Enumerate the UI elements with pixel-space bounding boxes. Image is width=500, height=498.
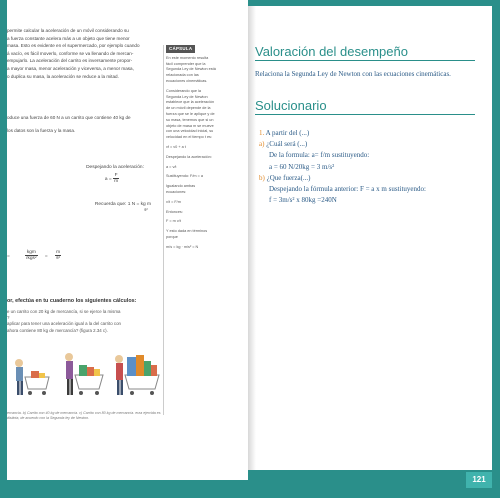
capsula-paragraph: Igualando ambas ecuaciones: bbox=[166, 184, 196, 194]
capsula-paragraph: Entonces: bbox=[166, 209, 183, 214]
units-numerator-2: m bbox=[56, 250, 61, 255]
activity-text bbox=[7, 309, 162, 334]
units-fraction-1 bbox=[25, 250, 37, 261]
capsula-heading: CÁPSULA bbox=[166, 45, 195, 53]
solution-marker: b) bbox=[259, 173, 265, 182]
solution-text: A partir del (...) bbox=[264, 129, 310, 137]
clear-formula-denominator: m bbox=[114, 179, 119, 184]
units-denominator-1: /kgs² bbox=[26, 256, 37, 261]
clear-formula-lhs: a = bbox=[104, 176, 112, 182]
intro-line: á vacío, es fácil moverlo, conforme se va llenando de mercan- bbox=[7, 50, 134, 56]
solution-line bbox=[259, 195, 487, 206]
left-page-edge-band bbox=[0, 0, 7, 480]
section-title-performance: Valoración del desempeño bbox=[255, 44, 408, 59]
clear-formula bbox=[82, 173, 142, 184]
figure-caption: ercancía. b) Carrito con 40 kg de mercancía. c) Carrito con 80 kg de mercancía. erza ejercida es distinta, de acuerdo con la Segunda ley de Newton. bbox=[7, 411, 161, 420]
units-prefix: = bbox=[7, 253, 10, 259]
intro-line: o duplica su masa, la aceleración se reduce a la mitad. bbox=[7, 73, 119, 79]
solution-list bbox=[259, 128, 487, 206]
capsula-paragraph: vf = v0 + a t bbox=[166, 144, 186, 149]
solution-text: f = 3m/s² x 80kg =240N bbox=[269, 196, 337, 205]
cart-illustration-b bbox=[65, 353, 103, 395]
capsula-paragraph: Sustituyendo: F/m = a bbox=[166, 174, 204, 179]
intro-line: a fuerza constante acelera más a un objeto que tiene menor bbox=[7, 35, 130, 41]
right-page-bottom-band bbox=[248, 470, 500, 498]
activity-line: ahora contiene 80 kg de mercancía? (figura 2.34 c). bbox=[7, 327, 108, 333]
solution-text: ¿Que fuerza(...) bbox=[264, 173, 311, 182]
solution-text: Despejando la fórmula anterior: F = a x m sustituyendo: bbox=[269, 185, 426, 194]
capsula-paragraph: Considerando que la Segunda Ley de Newton establece que la aceleración de un móvil depende de la fuerza que se le aplique y de su masa, tenemos que si un objeto de masa m se mueve con una velocidad inicial, su velocidad en el tiempo t es: bbox=[166, 88, 215, 140]
section-rule bbox=[255, 114, 475, 115]
left-page bbox=[0, 0, 248, 498]
solution-line bbox=[259, 150, 487, 161]
solution-line bbox=[259, 162, 487, 173]
capsula-paragraph: a = v/t bbox=[166, 164, 177, 169]
capsula-paragraph: v/t = F/m bbox=[166, 199, 181, 204]
capsula-paragraph: F = m v/t bbox=[166, 219, 181, 224]
left-page-bottom-band bbox=[0, 480, 248, 498]
solution-line bbox=[259, 139, 487, 150]
section-text-performance: Relaciona la Segunda Ley de Newton con las ecuaciones cinemáticas. bbox=[255, 70, 451, 78]
capsula-paragraph: En este momento resulta fácil comprender que la Segunda Ley de Newton está relacionada con las ecuaciones cinemáticas. bbox=[166, 55, 216, 83]
units-fraction-2 bbox=[55, 250, 61, 261]
clear-formula-fraction bbox=[113, 173, 119, 184]
solution-marker: 1. bbox=[259, 129, 265, 137]
solution-text: De la formula: a= f/m sustituyendo: bbox=[269, 151, 370, 160]
intro-line: masa. Esto es evidente en el supermercado, por ejemplo cuando bbox=[7, 43, 140, 49]
page-number: 121 bbox=[472, 475, 486, 484]
capsula-paragraph: Despejando la aceleración: bbox=[166, 154, 212, 159]
problem-text: oduce una fuerza de 60 N a un carrito que contiene 40 kg de bbox=[7, 115, 131, 120]
unit-derivation bbox=[7, 250, 87, 261]
solution-line bbox=[259, 173, 487, 184]
intro-text bbox=[7, 28, 159, 81]
cart-illustration-a bbox=[15, 359, 49, 395]
recall-note bbox=[78, 202, 168, 212]
recall-note-unit: s² bbox=[144, 207, 148, 212]
units-numerator-1: kgm bbox=[26, 250, 36, 255]
solution-marker: a) bbox=[259, 140, 265, 149]
cart-illustration-c bbox=[115, 355, 159, 395]
intro-line: a mayor masa, menor aceleración y viceversa, a menor masa, bbox=[7, 65, 134, 71]
intro-line: empujarlo. La aceleración del carrito es inversamente propor- bbox=[7, 58, 133, 64]
right-page-top-band bbox=[248, 0, 500, 6]
clear-formula-numerator: F bbox=[114, 173, 118, 178]
solution-text: ¿Cuál será (...) bbox=[264, 140, 308, 149]
data-text: los datos son la fuerza y la masa. bbox=[7, 128, 76, 133]
clear-formula-label: Despejando la aceleración: bbox=[86, 165, 144, 170]
capsula-text bbox=[166, 56, 216, 251]
solution-line bbox=[259, 184, 487, 195]
units-denominator-2: s² bbox=[56, 256, 61, 261]
capsula-paragraph: m/s = kg · m/s² = N bbox=[166, 244, 199, 249]
right-page-edge-band bbox=[492, 0, 500, 498]
capsula-paragraph: Y esto dada en términos porque bbox=[166, 229, 208, 239]
capsula-sidebar bbox=[166, 45, 216, 425]
activity-title: or, efectúa en tu cuaderno los siguientes cálculos: bbox=[7, 298, 137, 304]
recall-note-text: Recuerda que: 1 N = kg m bbox=[94, 202, 152, 207]
solution-text: a = 60 N/20kg = 3 m/s² bbox=[269, 162, 335, 171]
units-equals: = bbox=[44, 253, 48, 259]
section-rule bbox=[255, 60, 475, 61]
solution-line bbox=[259, 128, 487, 139]
shopping-carts-illustration bbox=[7, 343, 165, 407]
intro-line: permite calcular la aceleración de un móvil considerando su bbox=[7, 28, 129, 33]
section-title-solutions: Solucionario bbox=[255, 98, 327, 113]
column-divider bbox=[163, 45, 164, 415]
activity-line: ? bbox=[7, 315, 10, 321]
activity-line: e un carrito con 20 kg de mercancía, si se ejerce la misma bbox=[7, 309, 121, 314]
activity-line: aplicar para tener una aceleración igual a la del carrito con bbox=[7, 321, 121, 327]
